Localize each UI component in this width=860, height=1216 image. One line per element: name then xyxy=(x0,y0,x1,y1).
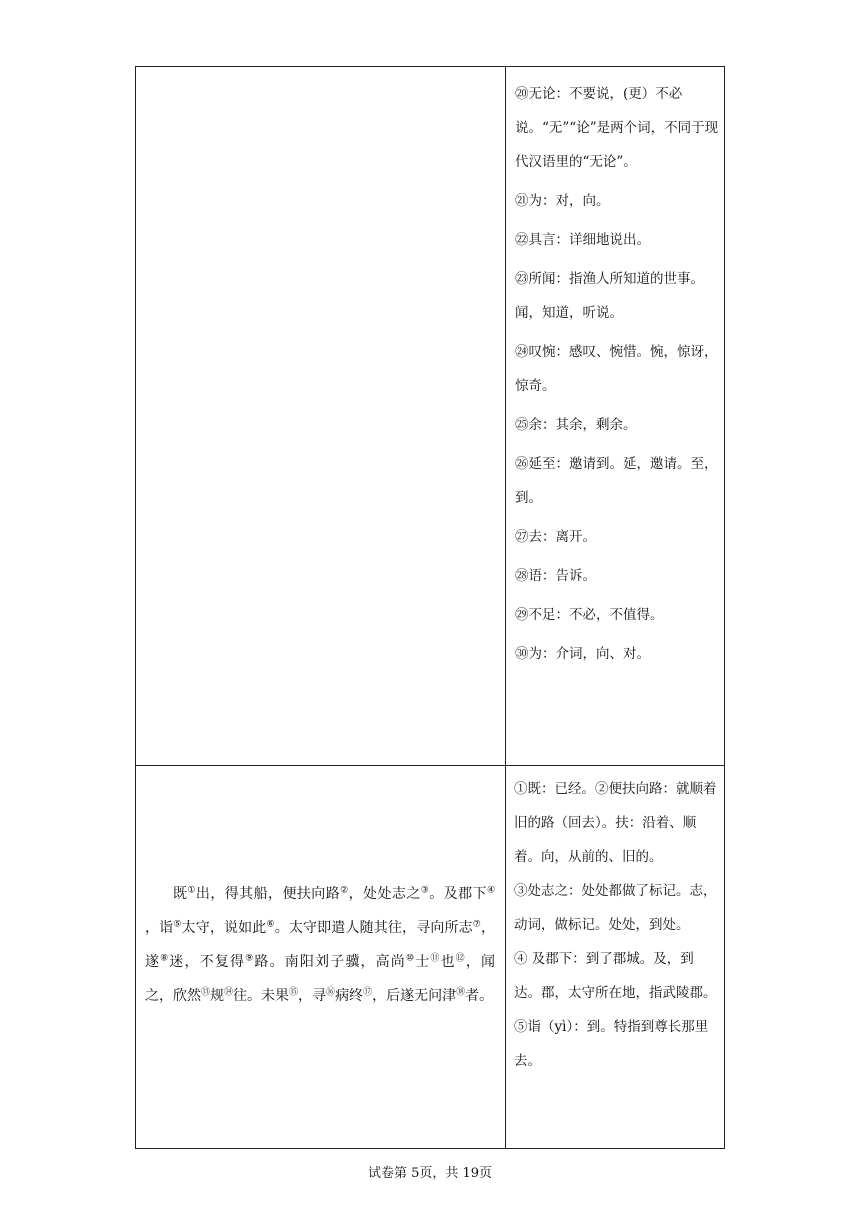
note-item: ③处志之：处处都做了标记。志，动词，做标记。处处，到处。 xyxy=(514,883,717,933)
page-footer: 试卷第 5页，共 19页 xyxy=(367,1166,493,1181)
passage-text-segment: 。及郡下 xyxy=(429,886,487,902)
passage-text-segment: ，寻 xyxy=(298,988,327,1004)
passage-text-segment: 者。 xyxy=(465,988,494,1004)
note-marker: ⑩ xyxy=(405,953,416,964)
notes-cell-bottom xyxy=(505,765,725,1149)
classical-passage xyxy=(145,877,495,1013)
note-marker: ⑮ xyxy=(289,987,299,998)
note-marker: ⑯ xyxy=(326,987,336,998)
note-marker: ⑫ xyxy=(455,953,466,964)
passage-text-segment: ，遂 xyxy=(145,920,496,970)
note-marker: ⑥ xyxy=(266,919,275,930)
passage-text-segment: 病终 xyxy=(335,988,364,1004)
passage-text-segment: 路。南阳刘子骥，高尚 xyxy=(254,954,406,970)
note-marker: ④ xyxy=(486,885,496,896)
note-marker: ③ xyxy=(420,885,430,896)
passage-text-segment: 规 xyxy=(210,988,225,1004)
note-marker: ⑭ xyxy=(224,987,234,998)
note-item: ⑳无论：不要说，(更）不必说。“无”“论”是两个词，不同于现代汉语里的“无论”。 xyxy=(515,86,719,170)
note-marker: ⑬ xyxy=(201,987,211,998)
note-item: ㉗去：离开。 xyxy=(515,529,596,545)
annotation-table xyxy=(135,66,725,1149)
passage-text-segment: 。太守即遣人随其往，寻向所志 xyxy=(274,920,473,936)
note-item: ㉒具言：详细地说出。 xyxy=(515,232,650,248)
note-marker: ⑧ xyxy=(160,953,170,964)
notes-cell-top xyxy=(505,66,725,766)
note-item: ㉙不足：不必，不值得。 xyxy=(515,607,664,623)
passage-text-segment: 也 xyxy=(440,954,456,970)
passage-text-segment: 既 xyxy=(173,886,188,902)
note-marker: ⑨ xyxy=(245,953,255,964)
note-item: ⑤诣（yì）：到。特指到尊长那里去。 xyxy=(514,1019,709,1069)
note-item: ㉖延至：邀请到。延，邀请。至，到。 xyxy=(515,456,718,506)
note-item: ①既：已经。②便扶向路：就顺着旧的路（回去）。扶：沿着、顺着。向，从前的、旧的。 xyxy=(514,781,717,865)
note-item: ㉔叹惋：感叹、惋惜。惋，惊讶，惊奇。 xyxy=(515,344,718,394)
passage-text-segment: 士 xyxy=(415,954,431,970)
passage-text-segment: 出，得其船，便扶向路 xyxy=(195,886,341,902)
note-item: ㉑为：对，向。 xyxy=(515,193,610,209)
note-marker: ① xyxy=(187,885,196,896)
notes-list-top xyxy=(515,77,720,676)
note-marker: ⑦ xyxy=(472,919,482,930)
note-item: ④ 及郡下：到了郡城。及，到达。郡，太守所在地，指武陵郡。 xyxy=(514,951,717,1001)
note-marker: ⑤ xyxy=(173,919,182,930)
passage-text-segment: 太守，说如此 xyxy=(181,920,267,936)
empty-text-cell xyxy=(135,66,506,766)
note-marker: ⑱ xyxy=(456,987,466,998)
passage-text-segment: ，后遂无问津 xyxy=(372,988,457,1004)
notes-list-bottom xyxy=(514,772,720,1078)
note-item: ㉘语：告诉。 xyxy=(515,568,596,584)
passage-text-segment: ，闻之，欣然 xyxy=(145,954,495,1004)
passage-text-segment: 往。未果 xyxy=(233,988,290,1004)
note-marker: ② xyxy=(340,885,349,896)
note-item: ㉕余：其余，剩余。 xyxy=(515,417,637,433)
passage-cell xyxy=(135,765,506,1149)
passage-text-segment: 迷，不复得 xyxy=(169,954,246,970)
passage-text-segment: ，处处志之 xyxy=(348,886,421,902)
note-marker: ⑰ xyxy=(363,987,373,998)
passage-text-segment: ，诣 xyxy=(145,920,174,936)
note-marker: ⑪ xyxy=(430,953,441,964)
note-item: ㉚为：介词，向、对。 xyxy=(515,646,650,662)
note-item: ㉓所闻：指渔人所知道的世事。闻，知道，听说。 xyxy=(515,271,704,321)
